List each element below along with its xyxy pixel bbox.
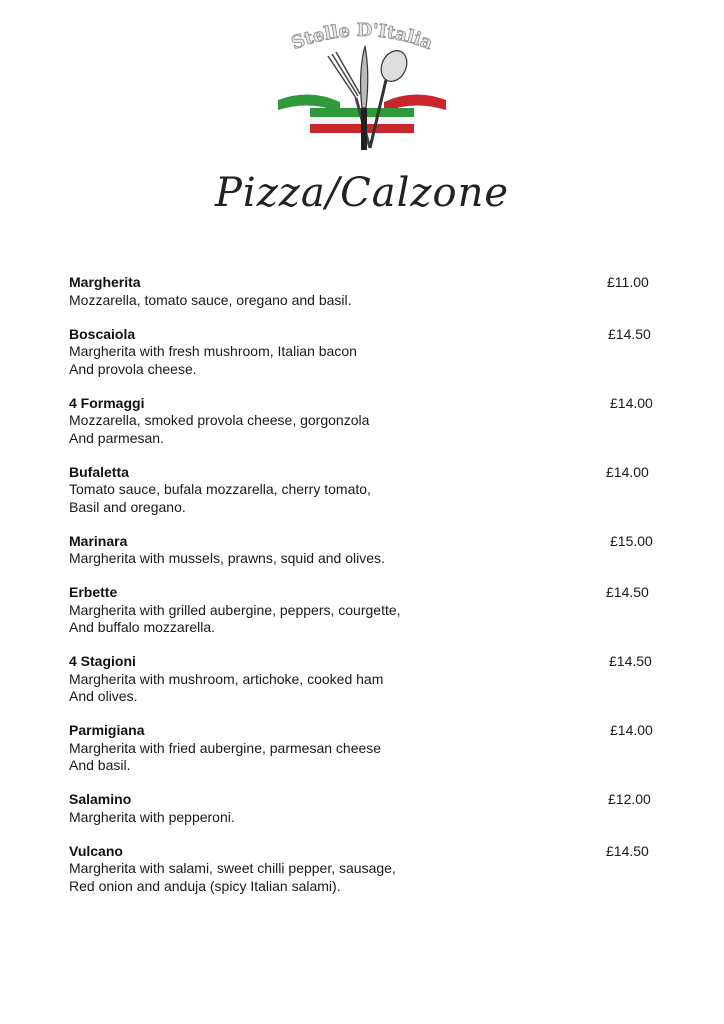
menu-item-description: Margherita with fresh mushroom, Italian bacon And provola cheese. [69, 343, 357, 377]
menu-item [69, 722, 669, 775]
menu-item [69, 653, 669, 706]
menu-item-price: £14.00 [606, 463, 649, 480]
menu-item-description: Mozzarella, smoked provola cheese, gorgonzola And parmesan. [69, 412, 370, 446]
menu-item-price: £12.00 [608, 791, 651, 807]
menu-list [69, 274, 669, 912]
menu-item-name: Marinara [69, 532, 128, 549]
menu-item-description: Margherita with pepperoni. [69, 808, 235, 825]
menu-item-price: £14.50 [609, 653, 652, 669]
menu-item [69, 533, 669, 568]
menu-item-price: £14.50 [606, 842, 649, 859]
menu-item-name: 4 Formaggi [69, 394, 145, 411]
menu-item-price: £15.00 [610, 532, 653, 549]
menu-item [69, 584, 669, 637]
menu-item-price: £14.50 [606, 584, 649, 600]
menu-item-name: Boscaiola [69, 325, 136, 342]
menu-item-description: Margherita with salami, sweet chilli pepper, sausage, Red onion and anduja (spicy Italian salami). [69, 860, 396, 894]
menu-item [69, 464, 669, 517]
menu-item-description: Margherita with mushroom, artichoke, cooked ham And olives. [69, 670, 384, 704]
menu-item-price: £11.00 [607, 274, 649, 290]
menu-item [69, 326, 669, 379]
menu-item-name: Parmigiana [69, 722, 145, 738]
menu-item-name: Salamino [69, 791, 132, 807]
page-title: Pizza/Calzone [214, 170, 509, 216]
menu-item [69, 843, 669, 896]
menu-item [69, 395, 669, 448]
menu-item [69, 791, 669, 826]
menu-item-price: £14.00 [610, 722, 653, 738]
menu-item-price: £14.50 [608, 325, 651, 342]
menu-item-description: Tomato sauce, bufala mozzarella, cherry tomato, Basil and oregano. [69, 481, 371, 515]
menu-item-name: Vulcano [69, 842, 123, 859]
menu-item-description: Margherita with mussels, prawns, squid and olives. [69, 550, 385, 566]
menu-item-name: Margherita [69, 274, 141, 290]
logo-graphic [270, 18, 454, 158]
menu-item-name: Erbette [69, 584, 118, 600]
menu-item-description: Margherita with grilled aubergine, peppers, courgette, And buffalo mozzarella. [69, 601, 401, 635]
menu-item-name: Bufaletta [69, 463, 129, 480]
restaurant-logo [270, 18, 454, 158]
menu-item [69, 274, 669, 309]
menu-item-description: Mozzarella, tomato sauce, oregano and basil. [69, 291, 352, 308]
menu-item-description: Margherita with fried aubergine, parmesan cheese And basil. [69, 739, 382, 773]
menu-item-price: £14.00 [610, 394, 653, 411]
knife-icon [361, 46, 368, 150]
logo-text: Stelle D'Italia [288, 19, 436, 55]
menu-item-name: 4 Stagioni [69, 653, 136, 669]
